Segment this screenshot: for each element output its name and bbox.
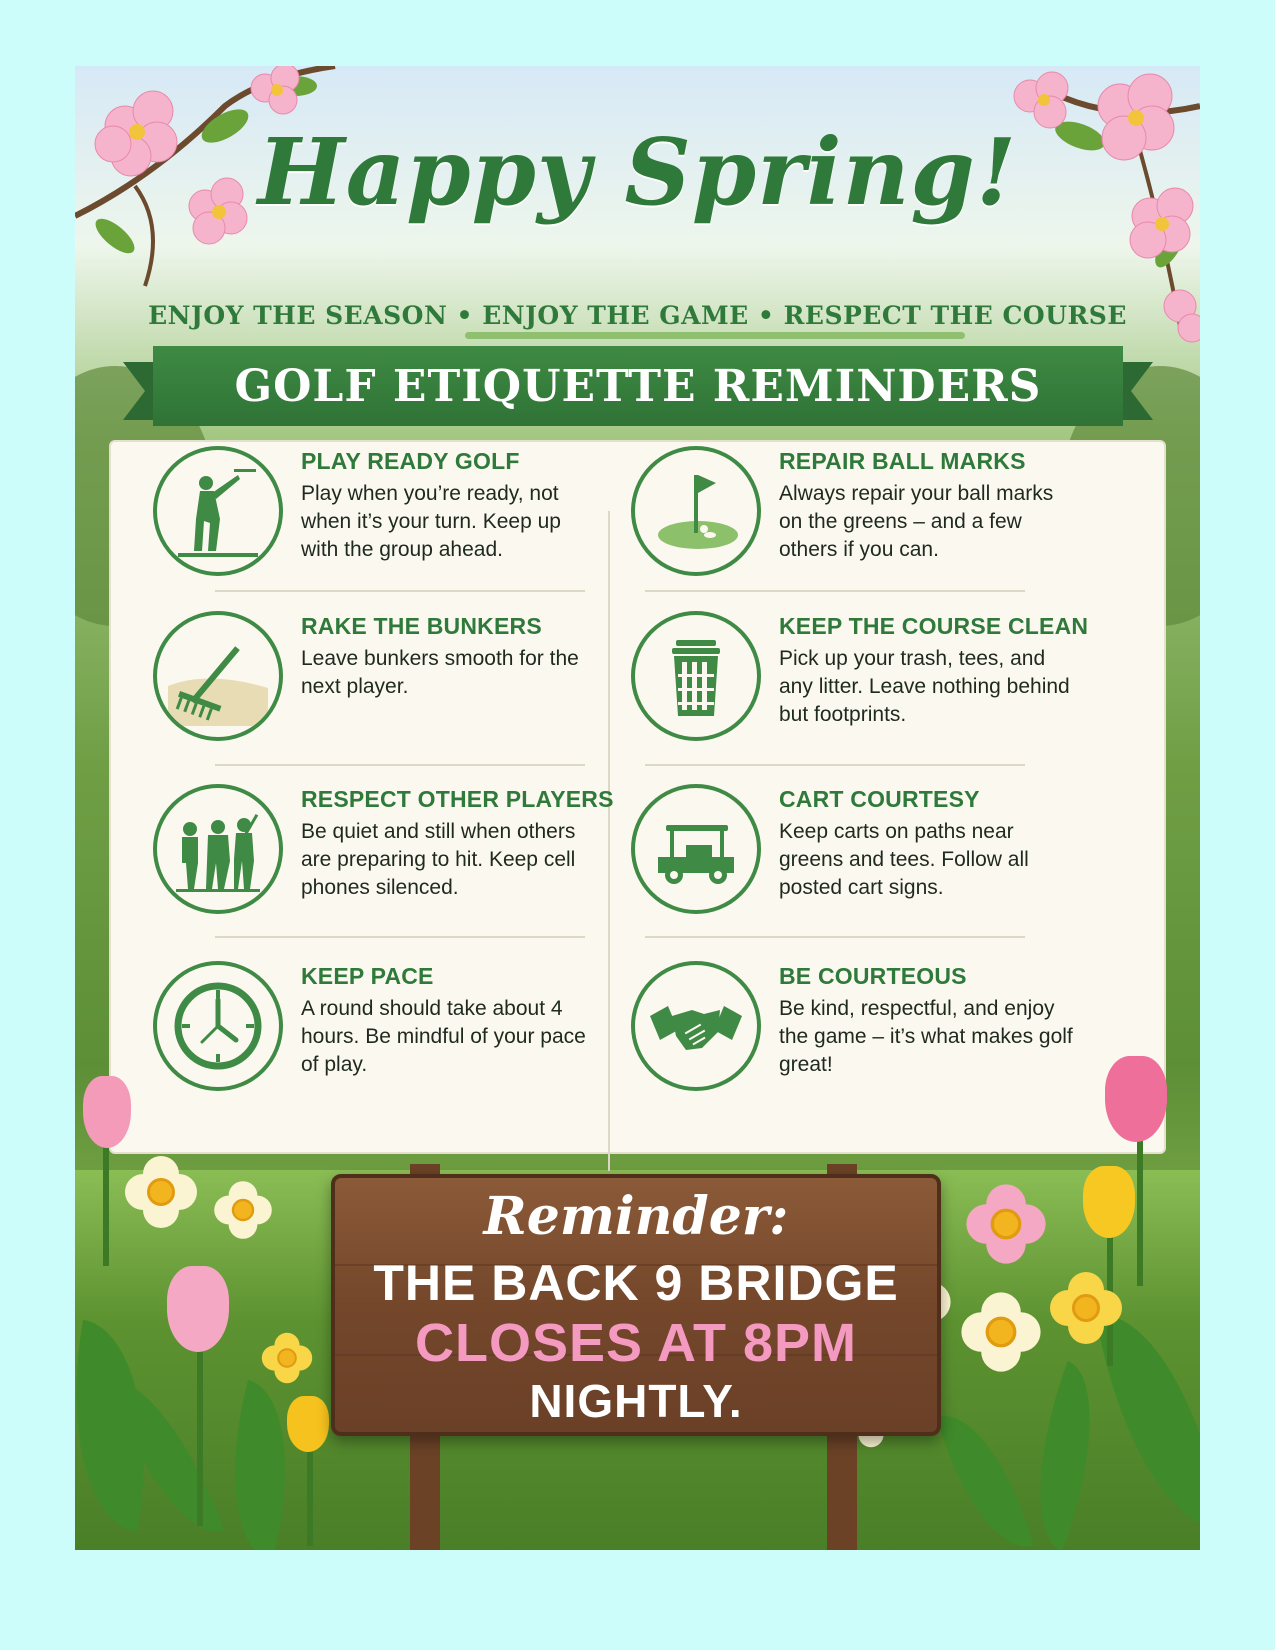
tip-body: Play when you’re ready, not when it’s your turn. Keep up with the group ahead. xyxy=(301,482,561,561)
clock-icon xyxy=(153,961,283,1091)
tip-body: Be kind, respectful, and enjoy the game – it’s what makes golf great! xyxy=(779,997,1073,1076)
sign-heading: Reminder: xyxy=(483,1186,789,1247)
tip-be-courteous xyxy=(631,961,1131,1111)
tip-title: KEEP PACE xyxy=(301,963,434,989)
sign-line-1: THE BACK 9 BRIDGE xyxy=(373,1255,899,1311)
daffodil-icon xyxy=(262,1333,312,1383)
tip-body: A round should take about 4 hours. Be mindful of your pace of play. xyxy=(301,997,586,1076)
tip-title: REPAIR BALL MARKS xyxy=(779,448,1026,474)
tagline: ENJOY THE SEASON • ENJOY THE GAME • RESPECT THE COURSE xyxy=(148,301,1127,330)
row-divider xyxy=(645,936,1025,938)
row-divider xyxy=(645,764,1025,766)
row-divider xyxy=(215,936,585,938)
tip-repair-ball-marks xyxy=(631,446,1131,596)
tip-rake-the-bunkers xyxy=(153,611,653,761)
tulip-icon xyxy=(1083,1166,1135,1238)
sign-line-3: NIGHTLY. xyxy=(529,1375,743,1427)
tulip-icon xyxy=(1105,1056,1167,1142)
banner-title: GOLF ETIQUETTE REMINDERS xyxy=(153,346,1123,426)
tip-body: Pick up your trash, tees, and any litter. Leave nothing behind but footprints. xyxy=(779,647,1070,726)
daffodil-icon xyxy=(961,1292,1040,1371)
tip-play-ready-golf xyxy=(153,446,653,596)
tip-body: Leave bunkers smooth for the next player. xyxy=(301,647,579,698)
golfer-icon xyxy=(153,446,283,576)
golf-cart-icon xyxy=(631,784,761,914)
poster-title: Happy Spring! xyxy=(257,118,1018,226)
tulip-icon xyxy=(167,1266,229,1352)
tip-title: KEEP THE COURSE CLEAN xyxy=(779,613,1089,639)
tulip-icon xyxy=(83,1076,131,1148)
tip-title: CART COURTESY xyxy=(779,786,980,812)
daffodil-icon xyxy=(214,1181,272,1239)
tagline-brush-stroke xyxy=(465,332,965,339)
pink-flower-icon xyxy=(966,1184,1045,1263)
tip-body: Always repair your ball marks on the greens – and a few others if you can. xyxy=(779,482,1054,561)
tip-title: BE COURTEOUS xyxy=(779,963,967,989)
tip-respect-other-players xyxy=(153,784,653,934)
reminder-sign xyxy=(331,1174,941,1436)
flag-green-icon xyxy=(631,446,761,576)
daffodil-icon xyxy=(125,1156,197,1228)
tip-body: Be quiet and still when others are preparing to hit. Keep cell phones silenced. xyxy=(301,820,576,899)
sign-line-2: CLOSES AT 8PM xyxy=(414,1313,858,1373)
rake-icon xyxy=(153,611,283,741)
tip-title: RESPECT OTHER PLAYERS xyxy=(301,786,614,812)
trash-can-icon xyxy=(631,611,761,741)
row-divider xyxy=(215,764,585,766)
tip-body: Keep carts on paths near greens and tees. Follow all posted cart signs. xyxy=(779,820,1029,899)
tip-keep-the-course-clean xyxy=(631,611,1131,761)
daffodil-icon xyxy=(1050,1272,1122,1344)
poster xyxy=(75,66,1200,1550)
players-icon xyxy=(153,784,283,914)
tip-cart-courtesy xyxy=(631,784,1131,934)
banner xyxy=(123,346,1153,434)
tip-title: PLAY READY GOLF xyxy=(301,448,520,474)
handshake-icon xyxy=(631,961,761,1091)
tulip-icon xyxy=(287,1396,329,1452)
tip-title: RAKE THE BUNKERS xyxy=(301,613,542,639)
tip-keep-pace xyxy=(153,961,653,1111)
